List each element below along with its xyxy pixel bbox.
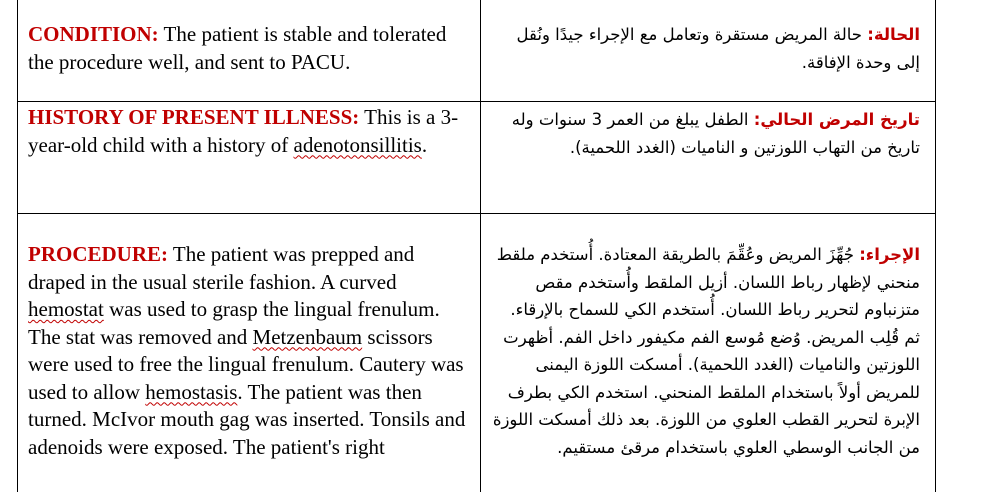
row-divider-1 — [17, 101, 936, 102]
history-ar-cell — [490, 106, 920, 161]
history-en-heading: HISTORY OF PRESENT ILLNESS: — [28, 105, 360, 129]
condition-en-cell — [28, 21, 470, 76]
procedure-ar-text: جُهِّزَ المريض وعُقِّمَ بالطريقة المعتادة. أُستخدم ملقط منحني لإظهار رباط اللسان. أزيل الملقط وأُستخدم مقص متزنباوم لتحرير رباط اللسان. أُستخدم الكي للسماح بالإرقاء. ثم قُلِب المريض. وُضع مُوسع الفم مكيفور داخل الفم. أظهرت اللوزتين والناميات (الغدد اللحمية). أمسكت اللوزة اليمنى للمريض أولاً باستخدام الملقط المنحني. استخدم الكي بطرف الإبرة لتحرير القطب العلوي من اللوزة. بعد ذلك أمسكت اللوزة من الجانب الوسطي العلوي باستخدام مرقئ مستقيم. — [492, 245, 920, 457]
condition-ar-heading: الحالة: — [867, 25, 920, 44]
history-en-cell — [28, 104, 470, 159]
procedure-en-cell — [28, 241, 470, 461]
row-divider-2 — [17, 213, 936, 214]
procedure-en-text-2: was used to grasp the lingual frenulum. The stat was removed and — [28, 297, 440, 349]
procedure-en-term-hemostasis: hemostasis — [145, 379, 238, 404]
history-en-text-2: . — [421, 132, 428, 157]
table-border-right — [935, 0, 936, 492]
procedure-en-text-3: scissors were used to free the lingual frenulum. Cautery was used to allow — [28, 324, 464, 404]
procedure-ar-heading: الإجراء: — [859, 245, 920, 264]
procedure-en-heading: PROCEDURE: — [28, 242, 168, 266]
procedure-en-term-hemostat: hemostat — [28, 297, 104, 321]
condition-en-heading: CONDITION: — [28, 22, 159, 46]
history-en-term-adenotonsillitis: adenotonsillitis — [293, 132, 422, 157]
procedure-ar-cell — [490, 241, 920, 461]
table-column-divider — [480, 0, 481, 492]
condition-ar-cell — [490, 21, 920, 76]
procedure-en-text-4: . The patient was then turned. McIvor mouth gag was inserted. Tonsils and adenoids were exposed. The patient's right — [28, 379, 466, 459]
procedure-en-term-metzenbaum: Metzenbaum — [252, 324, 363, 349]
condition-en-text: The patient is stable and tolerated the procedure well, and sent to PACU. — [28, 22, 447, 74]
condition-ar-text: حالة المريض مستقرة وتعامل مع الإجراء جيدًا ونُقل إلى وحدة الإفاقة. — [516, 25, 920, 72]
table-border-left — [17, 0, 18, 492]
history-ar-text: الطفل يبلغ من العمر 3 سنوات وله تاريخ من التهاب اللوزتين و الناميات (الغدد اللحمية). — [511, 110, 920, 157]
history-en-text-1: This is a 3-year-old child with a history of — [28, 105, 459, 157]
procedure-en-text-1: The patient was prepped and draped in the usual sterile fashion. A curved — [28, 242, 415, 294]
history-ar-heading: تاريخ المرض الحالي: — [753, 110, 920, 129]
